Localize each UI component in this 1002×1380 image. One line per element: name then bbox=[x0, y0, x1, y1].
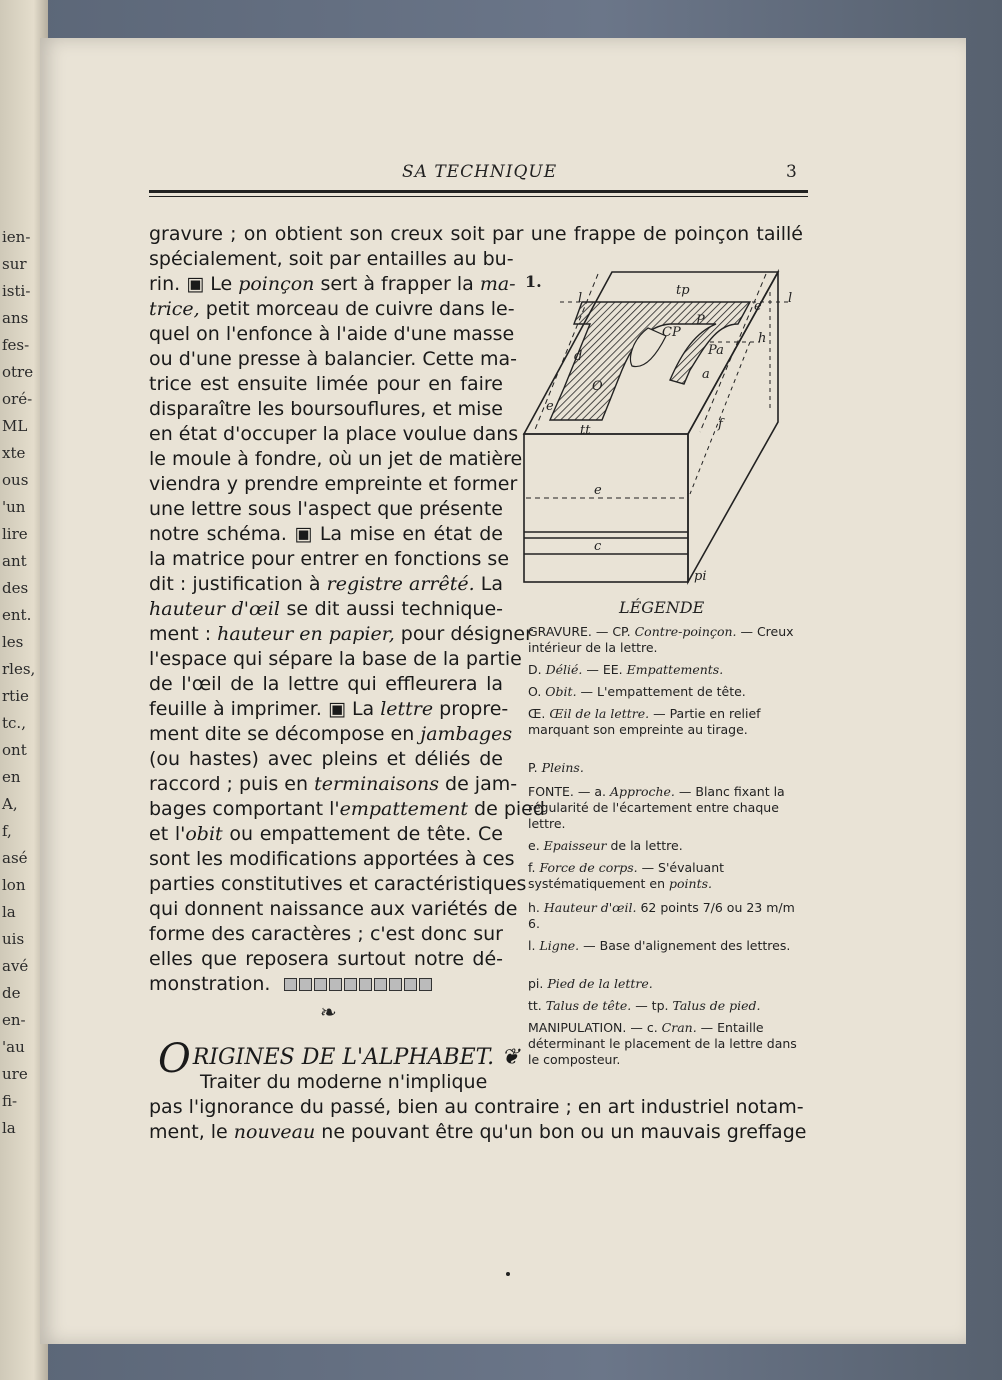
legend-obit: O. Obit. — L'empattement de tête. bbox=[528, 684, 746, 699]
facing-page-fragment: rtie bbox=[2, 687, 29, 705]
body-line: sont les modifications apportées à ces bbox=[149, 848, 515, 870]
facing-page-fragment: asé bbox=[2, 849, 28, 867]
type-sort-diagram bbox=[520, 262, 810, 592]
body-line: ou d'une presse à balancier. Cette ma- bbox=[149, 348, 517, 370]
header-rule bbox=[149, 190, 808, 193]
facing-page-fragment: f, bbox=[2, 822, 12, 840]
body-line: quel on l'enfonce à l'aide d'une masse bbox=[149, 323, 515, 345]
facing-page-fragment: fi- bbox=[2, 1092, 18, 1110]
legend-fonte: FONTE. — a. Approche. — Blanc fixant la régularité de l'écartement entre chaque lettre. bbox=[528, 784, 785, 831]
label-a: a bbox=[702, 367, 710, 382]
facing-page-fragment: ent. bbox=[2, 606, 32, 624]
body-line: hauteur d'œil se dit aussi technique- bbox=[149, 598, 503, 620]
facing-page-fragment: lire bbox=[2, 525, 28, 543]
body-line: gravure ; on obtient son creux soit par une frappe de poinçon taillé bbox=[149, 223, 803, 245]
body-line: elles que reposera surtout notre dé- bbox=[149, 948, 503, 970]
running-head: SA TECHNIQUE bbox=[402, 162, 558, 182]
legend-ligne: l. Ligne. — Base d'alignement des lettres. bbox=[528, 938, 791, 953]
facing-page-fragment: otre bbox=[2, 363, 34, 381]
body-line: bages comportant l'empattement de pied bbox=[149, 798, 545, 820]
facing-page-fragment: ure bbox=[2, 1065, 28, 1083]
facing-page-fragment: en bbox=[2, 768, 21, 786]
label-tp: tp bbox=[676, 283, 690, 298]
facing-page-fragment: isti- bbox=[2, 282, 31, 300]
legend-pied: pi. Pied de la lettre. bbox=[528, 976, 653, 991]
body-line: et l'obit ou empattement de tête. Ce bbox=[149, 823, 503, 845]
legend-hauteur: h. Hauteur d'œil. 62 points 7/6 ou 23 m/m 6. bbox=[528, 900, 795, 931]
label-l-left: l bbox=[578, 291, 583, 306]
body-line: feuille à imprimer. ▣ La lettre propre- bbox=[149, 698, 509, 720]
facing-page-fragment: de bbox=[2, 984, 21, 1002]
body-line: spécialement, soit par entailles au bu- bbox=[149, 248, 514, 270]
label-p: P bbox=[696, 313, 705, 328]
body-line: raccord ; puis en terminaisons de jam- bbox=[149, 773, 518, 795]
facing-page-fragment: ous bbox=[2, 471, 29, 489]
facing-page-fragment: en- bbox=[2, 1011, 26, 1029]
body-line: l'espace qui sépare la base de la partie bbox=[149, 648, 522, 670]
facing-page-fragment: uis bbox=[2, 930, 25, 948]
facing-page-fragment: la bbox=[2, 1119, 16, 1137]
page-mark bbox=[506, 1272, 510, 1276]
facing-page-fragment: xte bbox=[2, 444, 26, 462]
section-line: ment, le nouveau ne pouvant être qu'un bon ou un mauvais greffage bbox=[149, 1121, 807, 1143]
facing-page-fragment: ant bbox=[2, 552, 27, 570]
label-h: h bbox=[758, 331, 767, 346]
body-line-ornaments: monstration. bbox=[149, 972, 433, 996]
facing-page-fragment: la bbox=[2, 903, 16, 921]
facing-page-fragment: A, bbox=[2, 795, 18, 813]
body-line: de l'œil de la lettre qui effleurera la bbox=[149, 673, 503, 695]
body-line: forme des caractères ; c'est donc sur bbox=[149, 923, 503, 945]
figure-number: 1. bbox=[525, 272, 542, 291]
facing-page-fragment: les bbox=[2, 633, 24, 651]
facing-page-fragment: rles, bbox=[2, 660, 36, 678]
label-e-left: e bbox=[546, 399, 554, 414]
section-line: Traiter du moderne n'implique bbox=[200, 1071, 488, 1093]
legend-manipulation: MANIPULATION. — c. Cran. — Entaille déterminant le placement de la lettre dans le composteur. bbox=[528, 1020, 797, 1067]
legend-force: f. Force de corps. — S'évaluant systématiquement en points. bbox=[528, 860, 725, 891]
facing-page-fragment: tc., bbox=[2, 714, 26, 732]
label-l-right: l bbox=[788, 291, 793, 306]
legend-gravure: GRAVURE. — CP. Contre-poinçon. — Creux intérieur de la lettre. bbox=[528, 624, 794, 655]
legend-oeil: Œ. Œil de la lettre. — Partie en relief marquant son empreinte au tirage. bbox=[528, 706, 761, 737]
body-line: parties constitutives et caractéristiques bbox=[149, 873, 527, 895]
body-line: notre schéma. ▣ La mise en état de bbox=[149, 523, 503, 545]
label-d: d bbox=[574, 349, 583, 364]
body-line: disparaître les boursouflures, et mise bbox=[149, 398, 503, 420]
label-tt: tt bbox=[580, 423, 591, 438]
label-pi: pi bbox=[694, 569, 707, 584]
header-rule-thin bbox=[149, 196, 808, 197]
facing-page-fragment: ML bbox=[2, 417, 28, 435]
facing-page-fragment: sur bbox=[2, 255, 27, 273]
facing-page-fragment: lon bbox=[2, 876, 26, 894]
facing-page-fragment: 'au bbox=[2, 1038, 25, 1056]
label-cp: CP bbox=[662, 325, 681, 340]
legend-title: LÉGENDE bbox=[619, 598, 705, 617]
label-f: f bbox=[718, 417, 723, 432]
body-line: rin. ▣ Le poinçon sert à frapper la ma- bbox=[149, 273, 516, 295]
legend-pleins: P. Pleins. bbox=[528, 760, 584, 775]
facing-page-fragment: oré- bbox=[2, 390, 33, 408]
facing-page-fragment: des bbox=[2, 579, 29, 597]
legend-epaisseur: e. Epaisseur de la lettre. bbox=[528, 838, 683, 853]
body-line: la matrice pour entrer en fonctions se bbox=[149, 548, 510, 570]
body-line: trice, petit morceau de cuivre dans le- bbox=[149, 298, 515, 320]
body-line: en état d'occuper la place voulue dans bbox=[149, 423, 519, 445]
facing-page-fragment: avé bbox=[2, 957, 29, 975]
legend-talus: tt. Talus de tête. — tp. Talus de pied. bbox=[528, 998, 761, 1013]
label-c: c bbox=[594, 539, 602, 554]
label-pa: Pa bbox=[708, 343, 724, 358]
body-line: viendra y prendre empreinte et former bbox=[149, 473, 518, 495]
body-line: trice est ensuite limée pour en faire bbox=[149, 373, 503, 395]
facing-page-fragment: fes- bbox=[2, 336, 30, 354]
section-heading: ORIGINES DE L'ALPHABET. ❦ bbox=[158, 1036, 520, 1082]
body-line: (ou hastes) avec pleins et déliés de bbox=[149, 748, 503, 770]
facing-page-fragment: 'un bbox=[2, 498, 26, 516]
page-number: 3 bbox=[786, 162, 797, 182]
label-e-small: e bbox=[754, 299, 762, 314]
facing-page-fragment: ans bbox=[2, 309, 29, 327]
body-line: ment : hauteur en papier, pour désigner bbox=[149, 623, 533, 645]
label-o: O bbox=[592, 379, 603, 394]
section-line: pas l'ignorance du passé, bien au contraire ; en art industriel notam- bbox=[149, 1096, 804, 1118]
legend-delie: D. Délié. — EE. Empattements. bbox=[528, 662, 724, 677]
body-line: qui donnent naissance aux variétés de bbox=[149, 898, 518, 920]
body-line: ment dite se décompose en jambages bbox=[149, 723, 513, 745]
fleuron-ornament: ❧ bbox=[320, 1000, 337, 1024]
body-line: le moule à fondre, où un jet de matière bbox=[149, 448, 523, 470]
label-e-mid: e bbox=[594, 483, 602, 498]
body-line: dit : justification à registre arrêté. La bbox=[149, 573, 503, 595]
facing-page-fragment: ien- bbox=[2, 228, 31, 246]
facing-page-fragment: ont bbox=[2, 741, 27, 759]
body-line: une lettre sous l'aspect que présente bbox=[149, 498, 503, 520]
